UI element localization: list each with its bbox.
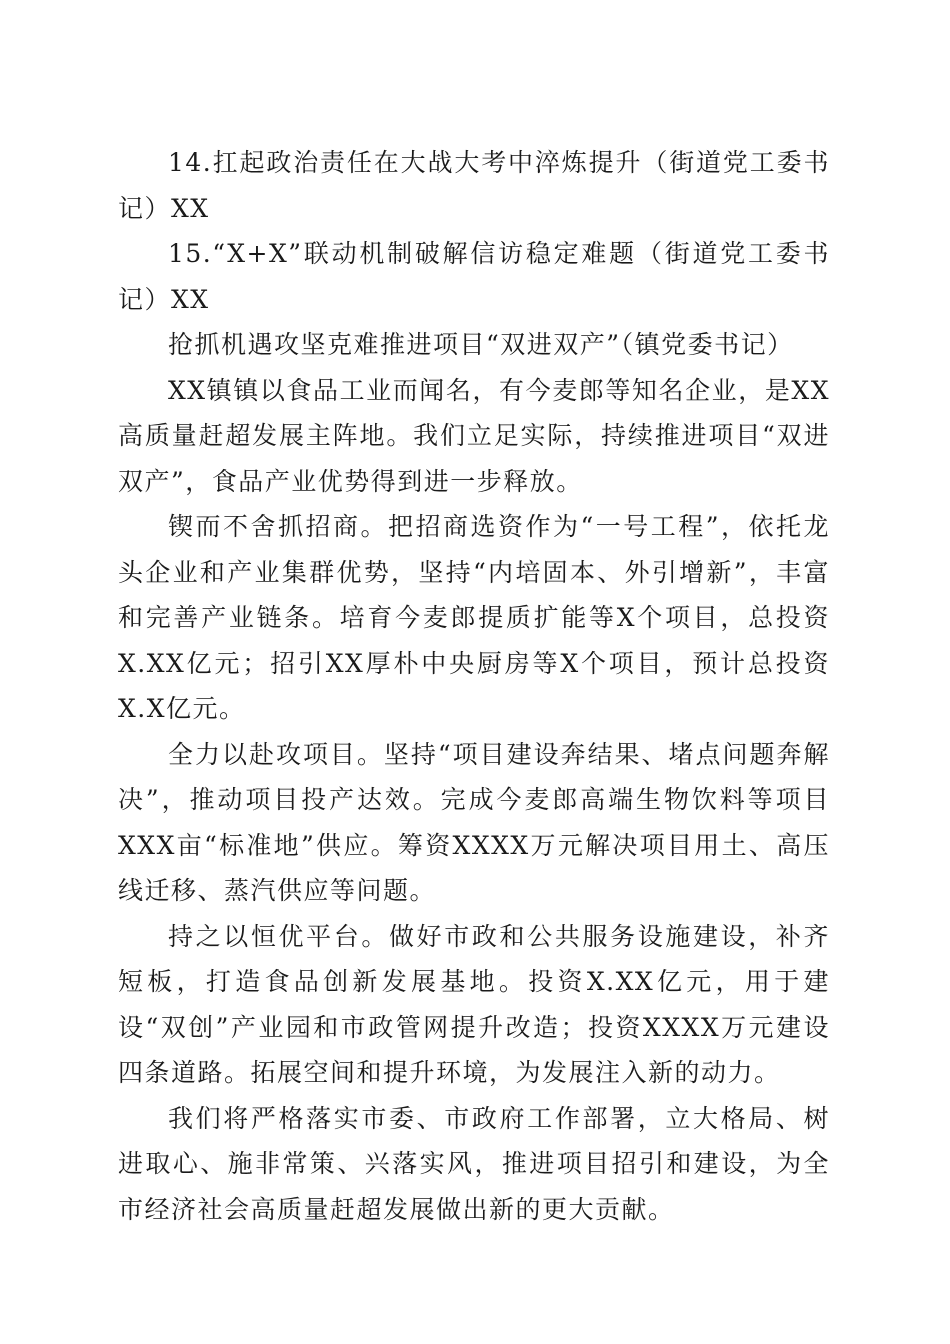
list-item-15: 15.“X+X”联动机制破解信访稳定难题（街道党工委书记）XX xyxy=(118,239,830,314)
paragraph-projects: 全力以赴攻项目。坚持“项目建设奔结果、堵点问题奔解决”，推动项目投产达效。完成今麦郎高端生物饮料等项目XXX亩“标准地”供应。筹资XXXX万元解决项目用土、高压线迁移、蒸汽供应等问题。 xyxy=(118,739,830,905)
list-item-14: 14.扛起政治责任在大战大考中淬炼提升（街道党工委书记）XX xyxy=(118,148,830,223)
paragraph-platform: 持之以恒优平台。做好市政和公共服务设施建设，补齐短板，打造食品创新发展基地。投资X.XX亿元，用于建设“双创”产业园和市政管网提升改造；投资XXXX万元建设四条道路。拓展空间和提升环境，为发展注入新的动力。 xyxy=(118,921,830,1087)
paragraph-intro: XX镇镇以食品工业而闻名，有今麦郎等知名企业，是XX高质量赶超发展主阵地。我们立足实际，持续推进项目“双进双产”，食品产业优势得到进一步释放。 xyxy=(118,375,830,496)
paragraph-conclusion: 我们将严格落实市委、市政府工作部署，立大格局、树进取心、施非常策、兴落实风，推进项目招引和建设，为全市经济社会高质量赶超发展做出新的更大贡献。 xyxy=(118,1103,830,1224)
section-title: 抢抓机遇攻坚克难推进项目“双进双产”（镇党委书记） xyxy=(168,330,794,359)
paragraph-investment: 锲而不舍抓招商。把招商选资作为“一号工程”，依托龙头企业和产业集群优势，坚持“内培固本、外引增新”，丰富和完善产业链条。培育今麦郎提质扩能等X个项目，总投资X.XX亿元；招引XX厚朴中央厨房等X个项目，预计总投资X.X亿元。 xyxy=(118,512,830,723)
document-page xyxy=(118,140,830,1232)
